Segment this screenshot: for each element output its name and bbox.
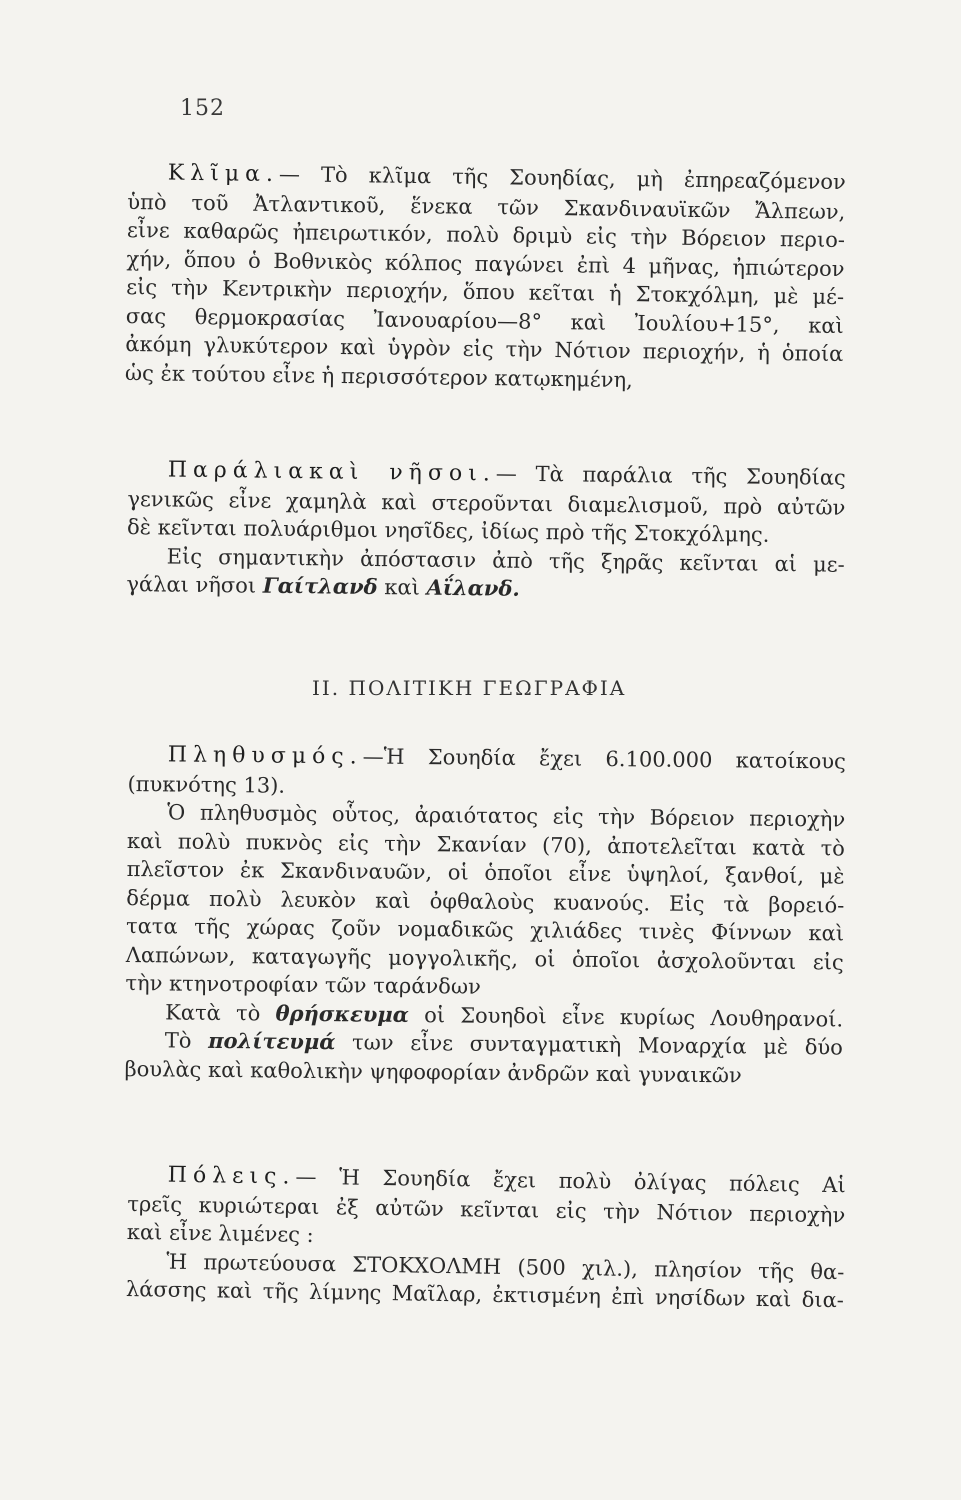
religion-line: Κατὰ τὸ θρήσκευμα οἱ Σουηδοὶ εἶνε κυρίως Λουθηρανοί. (165, 999, 844, 1032)
climate-line-2: ὑπὸ τοῦ Ἀτλαντικοῦ, ἕνεκα τῶν Σκανδιναυϊκῶν Ἄλπεων, (127, 189, 846, 224)
islands-line-1: Παράλιακαὶ νῆσοι.— Τὰ παράλια τῆς Σουηδίας (167, 457, 846, 490)
cities-heading: Πόλεις. (167, 1162, 296, 1190)
cities-line-2: τρεῖς κυριώτεραι ἐξ αὐτῶν κεῖνται εἰς τὴν Νότιον περιοχὴν (127, 1191, 846, 1227)
population-paragraph (124, 740, 846, 1090)
population-line-2: (πυκνότης 13). (127, 771, 286, 798)
cities-paragraph (126, 1160, 846, 1315)
islands-line-4: Εἰς σημαντικὴν ἀπόστασιν ἀπὸ τῆς ξηρᾶς κεῖνται αἱ με- (166, 543, 845, 577)
climate-line-5: εἰς τὴν Κεντρικὴν περιοχήν, ὅπου κεῖται ἡ Στοκχόλμη, μὲ μέ- (126, 274, 845, 310)
climate-line-8: ὡς ἐκ τούτου εἶνε ἡ περισσότερον κατῳκημένη, (124, 360, 633, 392)
population-line-9: τὴν κτηνοτροφίαν τῶν ταράνδων (125, 970, 481, 999)
islands-line-3: δὲ κεῖνται πολυάριθμοι νησῖδες, ἰδίως πρὸ τῆς Στοκχόλμης. (126, 514, 770, 547)
climate-line-7: ἀκόμη γλυκύτερον καὶ ὑγρὸν εἰς τὴν Νότιον περιοχήν, ἡ ὁποία (125, 331, 844, 367)
population-line-7: τατα τῆς χώρας ζοῦν νομαδικῶς χιλιάδες τινὲς Φίννων καὶ (125, 913, 845, 946)
climate-line-6: σας θερμοκρασίας Ἰανουαρίου—8° καὶ Ἰουλίου+15°, καὶ (125, 303, 844, 338)
island-name-gotland: Γαίτλανδ (262, 572, 378, 600)
cities-line-5: λάσσης καὶ τῆς λίμνης Μαῖλαρ, ἐκτισμένη ἐπὶ νησίδων καὶ δια- (125, 1276, 845, 1313)
religion-term: θρήσκευμα (275, 1000, 410, 1027)
climate-paragraph (125, 158, 846, 397)
polity-line-2: βουλὰς καὶ καθολικὴν ψηφοφορίαν ἀνδρῶν καὶ γυναικῶν (124, 1056, 742, 1087)
islands-line-5: γάλαι νῆσοι Γαίτλανδ καὶ Αΐλανδ. (126, 571, 520, 601)
population-line-6: δέρμα πολὺ λευκὸν καὶ ὀφθαλοὺς κυανούς. Εἰς τὰ βορειό- (126, 885, 845, 918)
islands-line-2: γενικῶς εἶνε χαμηλὰ καὶ στεροῦνται διαμελισμοῦ, πρὸ αὐτῶν (127, 486, 846, 520)
population-line-5: πλεῖστον ἐκ Σκανδιναυῶν, οἱ ὁποῖοι εἶνε ὑψηλοί, ξανθοί, μὲ (126, 856, 845, 889)
population-heading: Πληθυσμός. (167, 742, 363, 770)
climate-line-3: εἶνε καθαρῶς ἠπειρωτικόν, πολὺ δριμὺ εἰς τὴν Βόρειον περιο- (126, 217, 846, 253)
polity-line: Τὸ πολίτευμά των εἶνε συνταγματικὴ Μοναρχία μὲ δύο (164, 1027, 843, 1060)
cities-line-4: Ἡ πρωτεύουσα ΣΤΟΚΧΟΛΜΗ (500 χιλ.), πλησίον τῆς θα- (166, 1249, 845, 1284)
cities-line-1: Πόλεις.— Ἡ Σουηδία ἔχει πολὺ ὀλίγας πόλεις Αἱ (167, 1162, 846, 1198)
climate-heading: Κλῖμα. (167, 160, 280, 188)
islands-heading: Παράλιακαὶ νῆσοι. (167, 457, 496, 487)
climate-line-1: Κλῖμα.— Τὸ κλῖμα τῆς Σουηδίας, μὴ ἐπηρεαζόμενον (167, 160, 846, 195)
island-name-oland: Αΐλανδ. (426, 574, 520, 601)
cities-line-3: καὶ εἶνε λιμένες : (126, 1219, 314, 1247)
population-line-1: Πληθυσμός.—Ἡ Σουηδία ἔχει 6.100.000 κατοίκους (167, 742, 846, 774)
climate-line-4: χήν, ὅπου ὁ Βοθνικὸς κόλπος παγώνει ἐπὶ 4 μῆνας, ἠπιώτερον (126, 246, 845, 281)
population-line-8: Λαπώνων, καταγωγῆς μογγολικῆς, οἱ ὁποῖοι ἀσχολοῦνται εἰς (125, 942, 844, 975)
page-number: 152 (180, 96, 225, 121)
population-line-3: Ὁ πληθυσμὸς οὗτος, ἀραιότατος εἰς τὴν Βόρειον περιοχὴν (167, 800, 846, 832)
polity-term: πολίτευμά (208, 1027, 336, 1055)
section-title: II. ΠΟΛΙΤΙΚΗ ΓΕΩΓΡΑΦΙΑ (312, 676, 627, 700)
population-line-4: καὶ πολὺ πυκνὸς εἰς τὴν Σκανίαν (70), ἀποτελεῖται κατὰ τὸ (126, 828, 846, 861)
islands-paragraph (126, 455, 846, 607)
